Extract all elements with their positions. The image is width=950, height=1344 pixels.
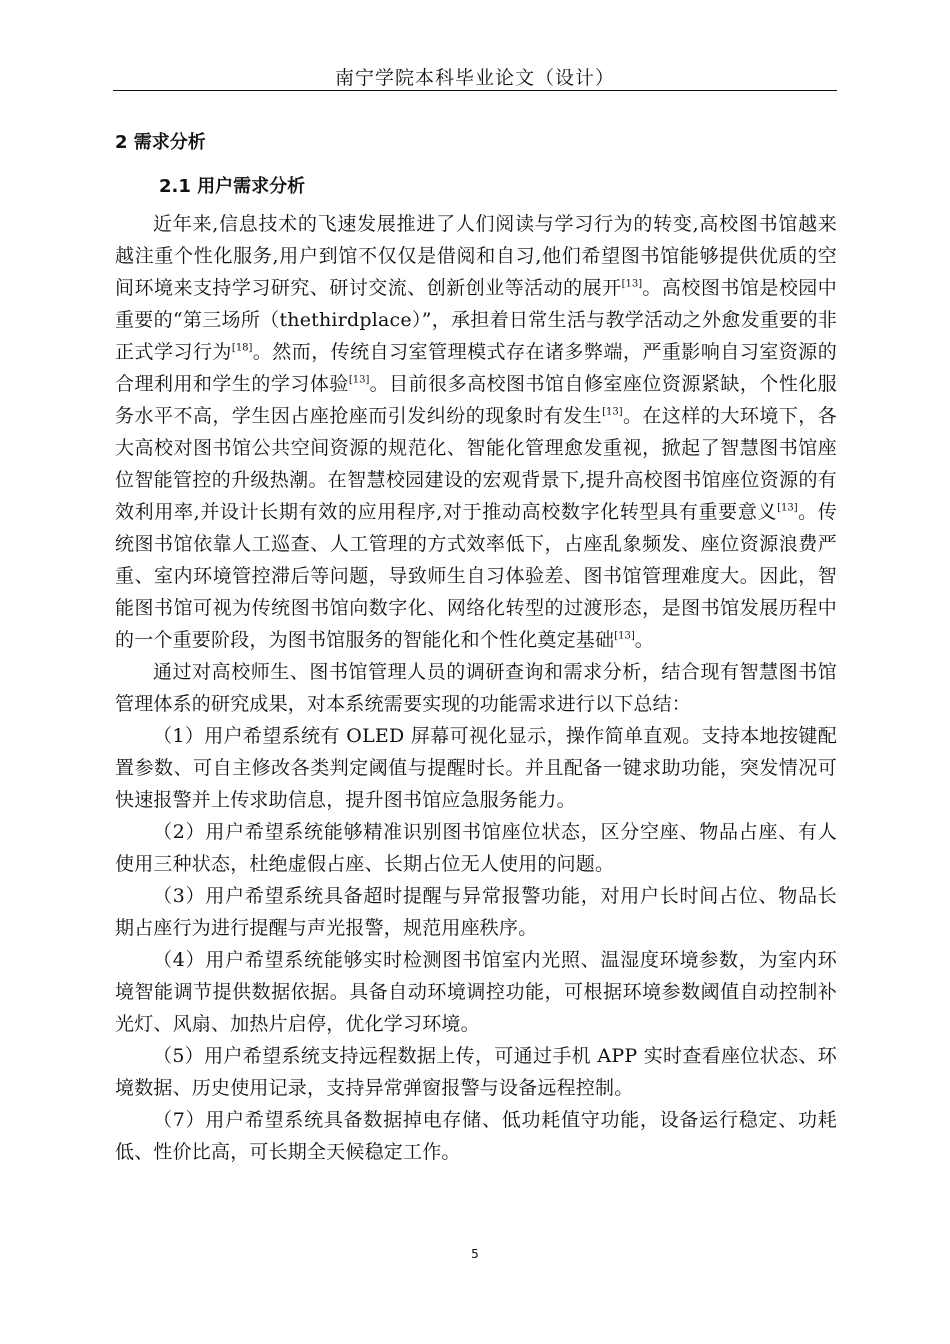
- paragraph-text: 。在这样的大环境下，各大高校对图书馆公共空间资源的规范化、智能化管理愈发重视，掀起了智慧图书馆座位智能管控的升级热潮。在智慧校园建设的宏观背景下,提升高校图书馆座位资源的有效利用率,并设计长期有效的应用程序,对于推动高校数字化转型具有重要意义: [115, 405, 837, 523]
- citation-ref: [13]: [602, 406, 623, 418]
- paragraph-text: （5）用户希望系统支持远程数据上传，可通过手机 APP 实时查看座位状态、环境数据、历史使用记录，支持异常弹窗报警与设备远程控制。: [115, 1045, 837, 1099]
- paragraph-text: 近年来,信息技术的飞速发展推进了人们阅读与学习行为的转变,高校图书馆越来越注重个性化服务,用户到馆不仅仅是借阅和自习,他们希望图书馆能够提供优质的空间环境来支持学习研究、研讨交流、创新创业等活动的展开: [115, 213, 837, 299]
- paragraph-text: 通过对高校师生、图书馆管理人员的调研查询和需求分析，结合现有智慧图书馆管理体系的研究成果，对本系统需要实现的功能需求进行以下总结：: [115, 661, 837, 715]
- body-paragraph: [115, 1104, 837, 1168]
- body-paragraph: [115, 816, 837, 880]
- body-paragraph: [115, 656, 837, 720]
- paragraph-text: （2）用户希望系统能够精准识别图书馆座位状态，区分空座、物品占座、有人使用三种状态，杜绝虚假占座、长期占位无人使用的问题。: [115, 821, 837, 875]
- body-paragraph: [115, 720, 837, 816]
- paragraph-text: （4）用户希望系统能够实时检测图书馆室内光照、温湿度环境参数，为室内环境智能调节提供数据依据。具备自动环境调控功能，可根据环境参数阈值自动控制补光灯、风扇、加热片启停，优化学习环境。: [115, 949, 837, 1035]
- body-paragraph: [115, 944, 837, 1040]
- body-paragraph: [115, 880, 837, 944]
- paragraph-text: 。目前很多高校图书馆自修室座位资源紧缺，个性化服务水平不高，学生因占座抢座而引发纠纷的现象时有发生: [115, 373, 837, 427]
- header-rule: [113, 90, 837, 91]
- paragraph-text: （1）用户希望系统有 OLED 屏幕可视化显示，操作简单直观。支持本地按键配置参数、可自主修改各类判定阈值与提醒时长。并且配备一键求助功能，突发情况可快速报警并上传求助信息，提升图书馆应急服务能力。: [115, 725, 837, 811]
- paragraph-text: 。: [634, 629, 654, 651]
- paragraph-text: （3）用户希望系统具备超时提醒与异常报警功能，对用户长时间占位、物品长期占座行为进行提醒与声光报警，规范用座秩序。: [115, 885, 837, 939]
- citation-ref: [13]: [621, 278, 643, 290]
- paragraph-text: 。然而，传统自习室管理模式存在诸多弊端，严重影响自习室资源的合理利用和学生的学习体验: [115, 341, 837, 395]
- section-heading: 2 需求分析: [115, 132, 206, 153]
- page-body: [115, 128, 837, 1168]
- page-number: 5: [471, 1247, 479, 1261]
- paragraph-text: 。高校图书馆是校园中重要的“第三场所（thethirdplace）”，承担着日常生活与教学活动之外愈发重要的非正式学习行为: [115, 277, 837, 363]
- citation-ref: [18]: [231, 342, 253, 354]
- subsection-heading: 2.1 用户需求分析: [159, 176, 306, 197]
- paragraph-list: [115, 208, 837, 1168]
- paragraph-text: 。传统图书馆依靠人工巡查、人工管理的方式效率低下，占座乱象频发、座位资源浪费严重、室内环境管控滞后等问题，导致师生自习体验差、图书馆管理难度大。因此，智能图书馆可视为传统图书馆向数字化、网络化转型的过渡形态，是图书馆发展历程中的一个重要阶段，为图书馆服务的智能化和个性化奠定基础: [115, 501, 837, 651]
- citation-ref: [13]: [777, 502, 798, 514]
- running-header: 南宁学院本科毕业论文（设计）: [334, 67, 615, 89]
- citation-ref: [13]: [348, 374, 370, 386]
- paragraph-text: （7）用户希望系统具备数据掉电存储、低功耗值守功能，设备运行稳定、功耗低、性价比高，可长期全天候稳定工作。: [115, 1109, 837, 1163]
- citation-ref: [13]: [614, 630, 635, 642]
- body-paragraph: [115, 208, 837, 656]
- body-paragraph: [115, 1040, 837, 1104]
